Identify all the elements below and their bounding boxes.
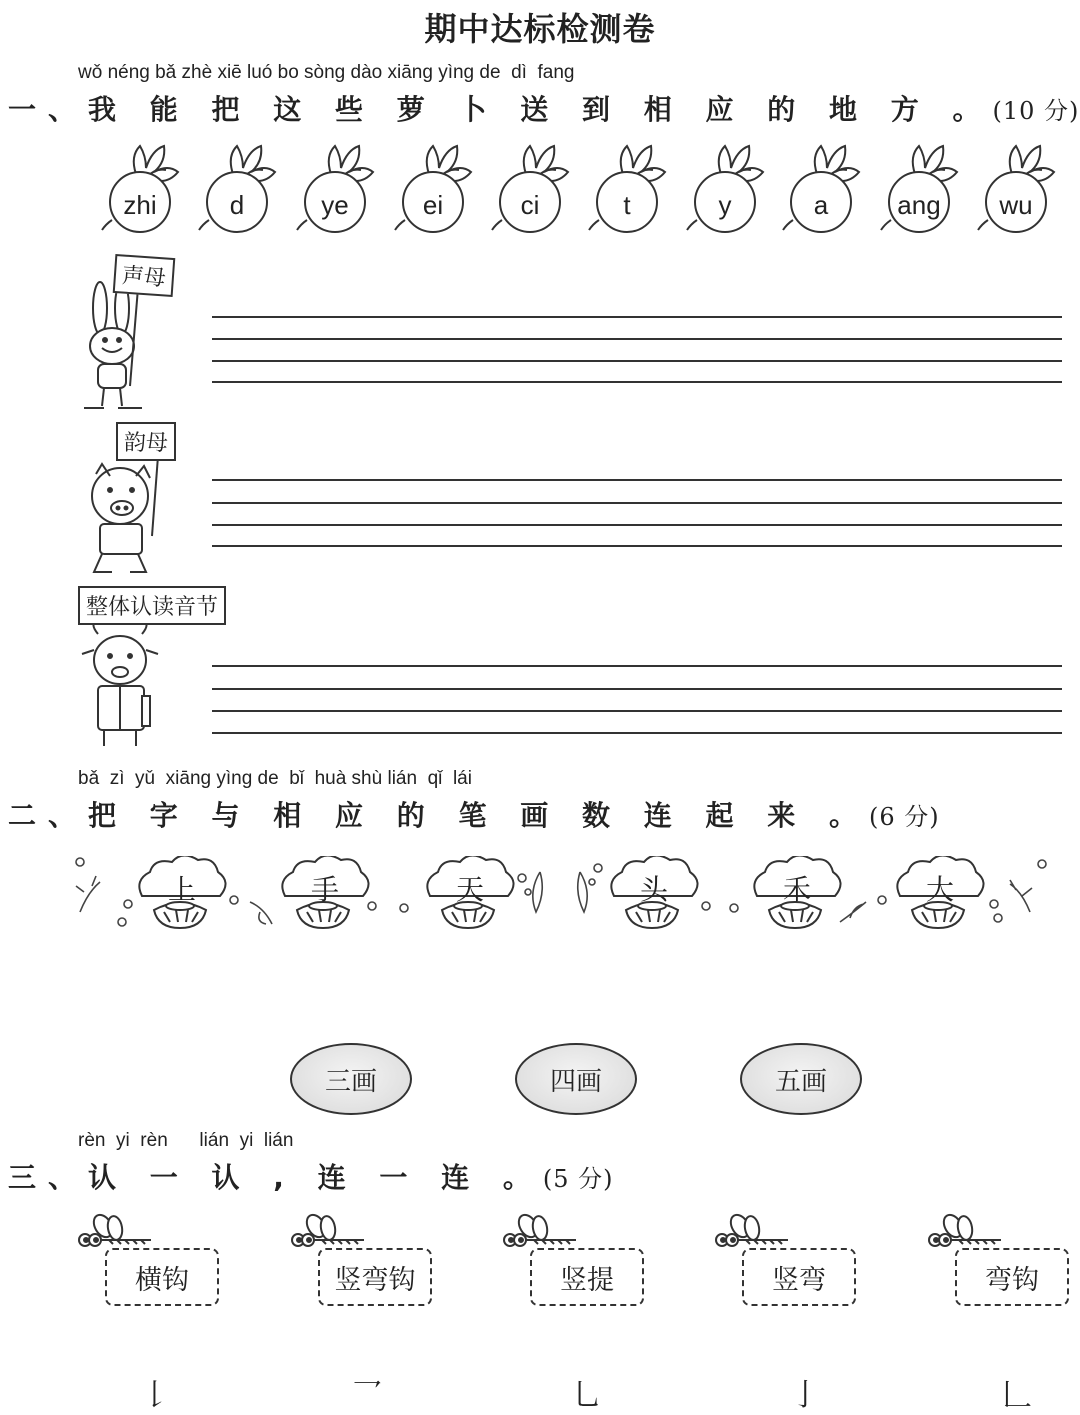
flower-character[interactable]: 上 — [167, 873, 196, 906]
section3-heading: 三、认 一 认 , 连 一 连 。 — [8, 1161, 543, 1194]
section3-pinyin: rèn yi rèn lián yi lián — [78, 1130, 294, 1151]
category-sign-initials: 声母 — [113, 254, 176, 297]
radish-label: ye — [321, 190, 349, 220]
writing-line[interactable] — [212, 688, 1062, 690]
writing-line[interactable] — [212, 338, 1062, 340]
section1-heading: 一、我 能 把 这 些 萝 卜 送 到 相 应 的 地 方 。 — [8, 93, 993, 126]
radish-card[interactable] — [585, 140, 681, 236]
stroke-name-tag[interactable]: 横钩 — [105, 1248, 219, 1306]
stroke-shape[interactable]: 乚 — [572, 1378, 602, 1413]
pig-illustration — [80, 456, 170, 580]
radish-card[interactable] — [683, 140, 779, 236]
radish-card[interactable] — [98, 140, 194, 236]
flower-character[interactable]: 天 — [455, 873, 484, 906]
radish-icon — [683, 140, 779, 236]
radish-label: y — [718, 190, 732, 220]
category-sign-whole-syllables: 整体认读音节 — [78, 586, 226, 625]
section2-score: (6 分) — [868, 803, 940, 831]
radish-icon — [293, 140, 389, 236]
stroke-shape[interactable]: 乛 — [352, 1378, 382, 1413]
radish-label: zhi — [123, 190, 157, 220]
stroke-name-tag[interactable]: 竖弯钩 — [318, 1248, 432, 1306]
stroke-shape[interactable]: 𠄌 — [140, 1378, 170, 1413]
section1-heading-row — [8, 88, 1079, 128]
radish-icon — [974, 140, 1070, 236]
page-title: 期中达标检测卷 — [424, 10, 656, 48]
section3-score: (5 分) — [542, 1165, 614, 1193]
radish-icon — [877, 140, 973, 236]
radish-card[interactable] — [195, 140, 291, 236]
radish-card[interactable] — [877, 140, 973, 236]
radish-icon — [195, 140, 291, 236]
flower-character[interactable]: 手 — [310, 873, 339, 906]
radish-card[interactable] — [391, 140, 487, 236]
category-sign-finals: 韵母 — [116, 422, 176, 461]
radish-card[interactable] — [293, 140, 389, 236]
radish-label: ei — [422, 190, 444, 220]
stroke-count-oval-three[interactable]: 三画 — [290, 1043, 412, 1115]
radish-label: ci — [520, 190, 540, 220]
writing-line[interactable] — [212, 524, 1062, 526]
flower-character[interactable]: 禾 — [782, 873, 811, 906]
stroke-count-oval-four[interactable]: 四画 — [515, 1043, 637, 1115]
radish-label: ang — [897, 190, 941, 220]
stroke-shape[interactable]: 𠃊 — [1002, 1378, 1032, 1413]
radish-card[interactable] — [488, 140, 584, 236]
radish-icon — [488, 140, 584, 236]
radish-icon — [585, 140, 681, 236]
section2-pinyin: bǎ zì yǔ xiāng yìng de bǐ huà shù lián qǐ lái — [78, 768, 472, 789]
stroke-shape[interactable]: 亅 — [790, 1378, 820, 1413]
writing-line[interactable] — [212, 360, 1062, 362]
writing-line[interactable] — [212, 381, 1062, 383]
section2-heading: 二、把 字 与 相 应 的 笔 画 数 连 起 来 。 — [8, 799, 869, 832]
writing-line[interactable] — [212, 316, 1062, 318]
writing-line[interactable] — [212, 710, 1062, 712]
section1-pinyin: wǒ néng bǎ zhè xiē luó bo sòng dào xiāng yìng de dì fang — [78, 62, 575, 83]
section2-heading-row — [8, 794, 940, 834]
section3-heading-row — [8, 1156, 614, 1196]
radish-card[interactable] — [974, 140, 1070, 236]
radish-icon — [779, 140, 875, 236]
writing-line[interactable] — [212, 732, 1062, 734]
section1-score: (10 分) — [992, 97, 1080, 125]
radish-card[interactable] — [779, 140, 875, 236]
radish-icon — [98, 140, 194, 236]
writing-line[interactable] — [212, 665, 1062, 667]
flower-character[interactable]: 大 — [925, 873, 954, 906]
stroke-count-oval-five[interactable]: 五画 — [740, 1043, 862, 1115]
stroke-name-tag[interactable]: 竖弯 — [742, 1248, 856, 1306]
radish-icon — [391, 140, 487, 236]
stroke-name-tag[interactable]: 弯钩 — [955, 1248, 1069, 1306]
stroke-name-tag[interactable]: 竖提 — [530, 1248, 644, 1306]
writing-line[interactable] — [212, 479, 1062, 481]
radish-label: t — [623, 190, 631, 220]
radish-label: d — [229, 190, 245, 220]
radish-label: a — [813, 190, 829, 220]
goat-illustration — [80, 620, 166, 752]
radish-label: wu — [999, 190, 1033, 220]
writing-line[interactable] — [212, 502, 1062, 504]
flower-character[interactable]: 头 — [639, 873, 668, 906]
writing-line[interactable] — [212, 545, 1062, 547]
